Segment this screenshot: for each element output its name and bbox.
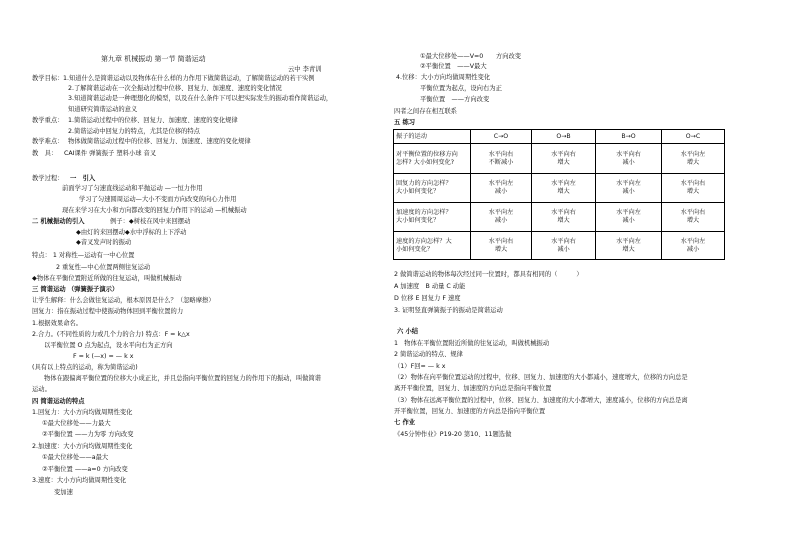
question-cell xyxy=(394,232,471,260)
answer-trend: 减小 xyxy=(494,188,508,195)
example-item-1: ◆由灯的来回摆动◆水中浮标的上下浮动 xyxy=(76,229,187,236)
question-cell xyxy=(394,203,471,232)
answer-trend: 增大 xyxy=(686,188,700,195)
question-2-options-a: A 加速度 B 动量 C 动能 xyxy=(394,283,466,290)
definition-vibration: ◆物体在平衡位置附近所做的往复运动，叫做机械振动 xyxy=(32,275,182,282)
homework: 《45分钟作业》P19-20 第10、11题选做 xyxy=(394,431,512,438)
answer-trend: 减小 xyxy=(622,188,635,195)
s3-line-5: 以平衡位置 O 点为起点，设水平向右为正方向 xyxy=(44,342,173,349)
summary-2: 2 简谐运动的特点、规律 xyxy=(394,351,463,358)
prop-accel-a: ①最大位移处——a最大 xyxy=(42,454,109,461)
example-item-2: ◆音叉发声时的振动 xyxy=(76,239,132,246)
goal-4: 知道研究简谐运动的意义 xyxy=(68,106,138,113)
summary-approach-cont: 离开平衡位置，回复力、加速度的方向总是指向平衡位置 xyxy=(394,385,552,392)
definition-shm-cont: 运动。 xyxy=(32,386,51,393)
answer-trend: 减小 xyxy=(686,245,700,253)
prop-force: 1.回复力：大小方向均做周期性变化 xyxy=(32,409,133,416)
key-point-2: 2.简谐运动中回复力的特点，尤其是位移的特点 xyxy=(68,128,200,135)
key-label: 教学重点： xyxy=(32,117,64,124)
section-5-heading: 五 练习 xyxy=(394,119,416,126)
answer-cell xyxy=(662,232,725,260)
s3-line-1: 让学生解释：什么会做往复运动，根本原因是什么？（忽略摩擦） xyxy=(32,297,215,304)
question-cell xyxy=(394,144,471,174)
answer-trend: 增大 xyxy=(557,188,570,195)
answer-trend: 增大 xyxy=(557,158,570,166)
s3-line-2: 回复力：指在振动过程中使振动物体回到平衡位置的力 xyxy=(32,308,184,315)
answer-direction: 水平向右 xyxy=(488,150,514,158)
question-text: 加速度的方向怎样？ xyxy=(396,209,452,217)
section-3-heading: 三 简谐运动 （弹簧振子演示） xyxy=(32,286,119,293)
goal-1: 1.知道什么是简谐运动以及物体在什么样的力作用下做简谐运动，了解简谐运动的若干实例 xyxy=(63,75,315,82)
tool-label: 教 具： xyxy=(32,150,58,157)
exercise-table xyxy=(393,129,725,260)
answer-direction: 水平向左 xyxy=(488,209,514,217)
answer-cell xyxy=(471,174,532,203)
answer-cell xyxy=(471,203,532,232)
answer-direction: 水平向左 xyxy=(488,180,514,188)
question-2: 2 做简谐运动的物体每次经过同一位置时，都具有相同的（ ） xyxy=(394,271,583,278)
summary-1: 1 物体在平衡位置附近所做的往复运动，叫做机械振动 xyxy=(394,340,550,347)
intro-line-1: 前面学习了匀速直线运动和平抛运动 —一恒力作用 xyxy=(62,185,203,192)
answer-trend: 增大 xyxy=(557,217,570,224)
answer-cell xyxy=(471,144,532,174)
prop-force-b: ②平衡位置 ——力为零 方向改变 xyxy=(42,431,134,438)
answer-cell xyxy=(662,203,725,232)
answer-cell xyxy=(532,232,596,260)
s3-line-3: 1.根据效果命名。 xyxy=(32,320,83,327)
question-text: 对平衡位置的位移方向 xyxy=(396,150,458,158)
answer-trend: 增大 xyxy=(494,245,508,253)
table-header-row xyxy=(394,130,725,144)
table-header: O→B xyxy=(532,130,596,144)
feature-2: 2 重复性—中心位置两侧往复运动 xyxy=(56,264,151,271)
page-title: 第九章 机械振动 第一节 简谐运动 xyxy=(101,55,206,63)
answer-direction: 水平向左 xyxy=(680,150,706,158)
table-row xyxy=(394,232,725,260)
answer-trend: 增大 xyxy=(622,245,635,253)
feature-1: 特点： 1 对称性—运动有一中心位置 xyxy=(32,252,135,259)
intro-line-3: 现在来学习在大小和方向都改变的回复力作用下的运动 —机械振动 xyxy=(62,207,247,214)
answer-cell xyxy=(532,203,596,232)
answer-direction: 水平向右 xyxy=(488,237,514,245)
answer-trend: 减小 xyxy=(622,158,635,166)
prop-velocity-a: 变加速 xyxy=(54,489,73,496)
goal-2: 2.了解简谐运动在一次全振动过程中位移、回复力、加速度、速度的变化情况 xyxy=(68,85,282,92)
answer-trend: 减小 xyxy=(557,245,570,253)
question-3: 3. 证明竖直弹簧振子的振动是简谐运动 xyxy=(394,307,503,314)
intro-line-2: 学习了匀速圆周运动—大小不变而方向改变的向心力作用 xyxy=(79,196,237,203)
formula-restoring-force: F = k (—x) = — k x xyxy=(73,353,134,360)
answer-cell xyxy=(471,232,532,260)
question-text: 怎样? 大小如何变化? xyxy=(396,158,455,166)
answer-trend: 不断减小 xyxy=(488,158,514,166)
answer-cell xyxy=(532,174,596,203)
goal-label: 教学目标： xyxy=(32,75,64,82)
answer-direction: 水平向左 xyxy=(616,237,641,245)
section-2-example: 例子：◆树枝在风中来回摆动 xyxy=(110,218,191,225)
answer-cell xyxy=(596,174,662,203)
question-text: 大小如何变化？ xyxy=(396,217,440,224)
table-header: 振子的运动 xyxy=(394,130,471,144)
answer-direction: 水平向右 xyxy=(551,150,576,158)
question-2-options-b: D 位移 E 回复力 F 速度 xyxy=(394,295,461,302)
answer-direction: 水平向左 xyxy=(616,180,641,188)
prop-force-a: ①最大位移处——力最大 xyxy=(42,420,111,427)
table-header: B→O xyxy=(596,130,662,144)
definition-shm: 物体在跟偏离平衡位置的位移大小成正比，并且总指向平衡位置的回复力的作用下的振动，叫做简谐 xyxy=(44,375,322,382)
section-1-heading: 一 引入 xyxy=(70,175,96,182)
answer-cell xyxy=(596,232,662,260)
table-row xyxy=(394,203,725,232)
summary-away: （3）物体在远离平衡位置的过程中，位移、回复力、加速度的大小都增大，速度减小，位移的方向总是离 xyxy=(394,397,688,404)
prop-displacement: 4.位移：大小方向均做周期性变化 xyxy=(396,74,491,81)
answer-direction: 水平向左 xyxy=(551,180,576,188)
question-cell xyxy=(394,174,471,203)
prop-accel-b: ②平衡位置 ——a=0 方向改变 xyxy=(42,466,128,473)
question-text: 大小如何变化？ xyxy=(396,188,440,195)
disp-origin: 平衡位置为起点，设向右为正 xyxy=(420,85,502,92)
section-6-heading: 六 小结 xyxy=(397,328,419,335)
answer-direction: 水平向右 xyxy=(616,150,641,158)
relation-note: 四者之间存在相互联系 xyxy=(394,108,457,115)
summary-approach: （2）物体在向平衡位置运动的过程中，位移、回复力、加速度的大小都减小，速度增大，位移的方向总是 xyxy=(394,374,688,381)
answer-direction: 水平向右 xyxy=(551,237,576,245)
tools: CAI课件 弹簧振子 塑料小球 音叉 xyxy=(64,150,157,157)
author: 云中 李青训 xyxy=(288,66,322,73)
answer-direction: 水平向右 xyxy=(680,209,706,217)
table-row xyxy=(394,144,725,174)
summary-formula: （1）F回= — k x xyxy=(394,363,446,370)
section-4-heading: 四 简谐运动的特点 xyxy=(32,398,85,405)
answer-cell xyxy=(662,144,725,174)
summary-away-cont: 开平衡位置，回复力、加速度的方向总是指向平衡位置 xyxy=(394,408,546,415)
disp-equilibrium: 平衡位置 ——方向改变 xyxy=(420,96,490,103)
answer-direction: 水平向左 xyxy=(680,237,706,245)
answer-direction: 水平向右 xyxy=(551,209,576,217)
key-point-1: 1.简谐运动过程中的位移、回复力、加速度、速度的变化规律 xyxy=(68,117,238,124)
answer-trend: 减小 xyxy=(494,217,508,224)
vel-equilibrium: ②平衡位置 ——V最大 xyxy=(420,63,487,70)
answer-direction: 水平向左 xyxy=(616,209,641,217)
section-2-heading: 二 机械振动的引入 xyxy=(32,218,85,225)
answer-cell xyxy=(596,203,662,232)
prop-accel: 2.加速度：大小方向均做周期性变化 xyxy=(32,443,133,450)
question-text: 小如何变化？ xyxy=(396,245,434,253)
answer-cell xyxy=(662,174,725,203)
answer-trend: 增大 xyxy=(686,158,700,166)
answer-direction: 水平向右 xyxy=(680,180,706,188)
table-header: C→O xyxy=(471,130,532,144)
answer-cell xyxy=(532,144,596,174)
question-text: 回复力的方向怎样？ xyxy=(396,180,452,188)
table-row xyxy=(394,174,725,203)
difficulty: 物体做简谐运动过程中的位移、回复力、加速度、速度的变化规律 xyxy=(68,138,251,145)
process-label: 教学过程： xyxy=(32,175,64,182)
s3-line-7: (具有以上特点的运动，称为简谐运动) xyxy=(32,364,138,371)
answer-cell xyxy=(596,144,662,174)
s3-line-4: 2.合力。(不同性质的力或几个力的合力) 特点：F = k△x xyxy=(32,331,190,338)
table-header: O→C xyxy=(662,130,725,144)
question-text: 速度的方向怎样？大 xyxy=(396,237,452,245)
vel-max-disp: ①最大位移处——V=0 方向改变 xyxy=(420,53,522,60)
answer-trend: 增大 xyxy=(686,217,700,224)
prop-velocity: 3.速度：大小方向均做周期性变化 xyxy=(32,477,127,484)
goal-3: 3.知道简谐运动是一种理想化的模型，以及在什么条件下可以把实际发生的振动看作简谐运动， xyxy=(68,95,333,102)
answer-trend: 减小 xyxy=(622,217,635,224)
section-7-heading: 七 作业 xyxy=(394,419,416,426)
diff-label: 教学难点： xyxy=(32,138,64,145)
